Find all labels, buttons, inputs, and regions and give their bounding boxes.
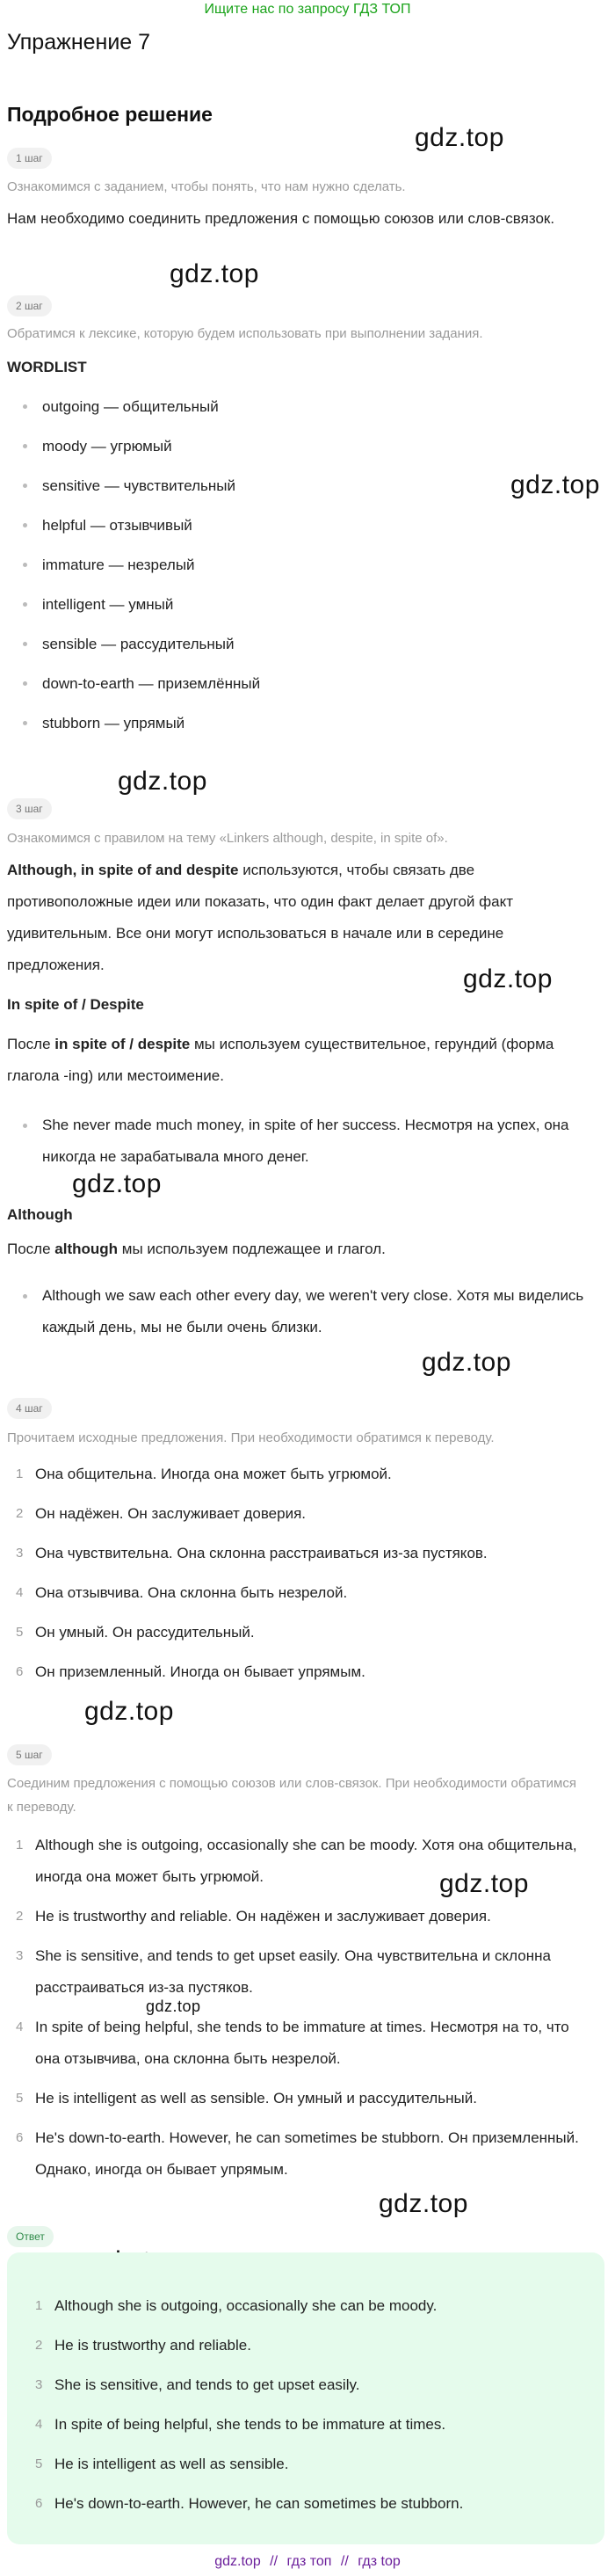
list-item: sensitive — чувствительный — [7, 466, 260, 506]
bullet-icon — [23, 721, 27, 725]
list-item: 1 Она общительна. Иногда она может быть угрюмой. — [16, 1466, 392, 1482]
list-item: intelligent — умный — [7, 585, 260, 624]
list-item: 3 She is sensitive, and tends to get upset easily. — [35, 2376, 360, 2393]
combined-sentences — [7, 1830, 596, 2186]
example-in-spite-of: She never made much money, in spite of her success. Несмотря на успех, она никогда не зарабатывала много денег. — [7, 1110, 596, 1173]
list-item: 3 Она чувствительна. Она склонна расстраиваться из-за пустяков. — [16, 1545, 488, 1561]
list-item: outgoing — общительный — [7, 387, 260, 426]
answer-badge: Ответ — [7, 2226, 54, 2247]
watermark: gdz.top — [72, 1169, 162, 1198]
list-item: 4 Она отзывчива. Она склонна быть незрелой. — [16, 1584, 348, 1601]
list-item: moody — угрюмый — [7, 426, 260, 466]
step-4-hint: Прочитаем исходные предложения. При необходимости обратимся к переводу. — [7, 1430, 495, 1445]
bullet-icon — [23, 523, 27, 528]
bullet-icon — [23, 404, 27, 409]
footer-link-gdz-top-ru[interactable]: гдз топ — [286, 2554, 332, 2569]
rule-although-text: После although мы используем подлежащее и глагол. — [7, 1241, 386, 1257]
watermark: gdz.top — [463, 964, 553, 993]
step-badge-2: 2 шаг — [7, 295, 52, 317]
list-item: 3 She is sensitive, and tends to get upset easily. Она чувствительна и склонна расстраиваться из-за пустяков. — [16, 1947, 551, 1996]
watermark: gdz.top — [422, 1348, 511, 1377]
watermark: gdz.top — [379, 2189, 468, 2218]
footer-links — [0, 2550, 615, 2574]
list-item: 1 Although she is outgoing, occasionally she can be moody. — [35, 2297, 438, 2314]
bullet-icon — [23, 444, 27, 448]
bullet-icon — [23, 642, 27, 646]
watermark: gdz.top — [510, 470, 600, 499]
list-item: immature — незрелый — [7, 545, 260, 585]
list-item: 5 He is intelligent as well as sensible. Он умный и рассудительный. — [16, 2090, 477, 2107]
wordlist — [7, 387, 260, 743]
rule-intro: Although, in spite of and despite используются, чтобы связать две противоположные идеи или показать, что один факт делает другой факт удивительным. Все они могут использоваться в начале или в середине предложения. — [7, 862, 513, 973]
list-item: sensible — рассудительный — [7, 624, 260, 664]
list-item: helpful — отзывчивый — [7, 506, 260, 545]
watermark: gdz.top — [170, 259, 259, 288]
step-2-hint: Обратимся к лексике, которую будем использовать при выполнении задания. — [7, 326, 483, 341]
step-1-text: Нам необходимо соединить предложения с помощью союзов или слов-связок. — [7, 210, 555, 227]
step-badge-3: 3 шаг — [7, 798, 52, 819]
step-badge-4: 4 шаг — [7, 1398, 52, 1419]
bullet-icon — [23, 602, 27, 607]
page-title: Упражнение 7 — [7, 30, 151, 55]
list-item: 2 He is trustworthy and reliable. Он надёжен и заслуживает доверия. — [16, 1908, 491, 1925]
list-item: 1 Although she is outgoing, occasionally she can be moody. Хотя она общительна, иногда она может быть угрюмой. — [16, 1837, 577, 1885]
list-item: 6 He's down-to-earth. However, he can sometimes be stubborn. Он приземленный. Однако, иногда он бывает упрямым. — [16, 2129, 579, 2178]
list-item: 5 Он умный. Он рассудительный. — [16, 1624, 255, 1641]
step-badge-1: 1 шаг — [7, 148, 52, 169]
source-sentences — [7, 1459, 604, 1688]
footer-separator: // — [340, 2554, 349, 2569]
watermark: gdz.top — [118, 767, 207, 796]
list-item: 4 In spite of being helpful, she tends to be immature at times. — [35, 2416, 446, 2433]
bullet-icon — [23, 1294, 27, 1299]
list-item: stubborn — упрямый — [7, 703, 260, 743]
watermark: gdz.top — [415, 123, 504, 152]
step-5-hint: Соединим предложения с помощью союзов или слов-связок. При необходимости обратимся к переводу. — [7, 1776, 576, 1815]
footer-link-gdz-top-mixed[interactable]: гдз top — [358, 2554, 401, 2569]
footer-link-gdz-top[interactable]: gdz.top — [214, 2554, 261, 2569]
top-banner[interactable]: Ищите нас по запросу ГДЗ ТОП — [204, 2, 411, 17]
list-item: 4 In spite of being helpful, she tends to be immature at times. Несмотря на то, что она отзывчива, она склонна быть незрелой. — [16, 2019, 569, 2067]
bullet-icon — [23, 681, 27, 686]
step-3-hint: Ознакомимся с правилом на тему «Linkers although, despite, in spite of». — [7, 831, 448, 846]
answer-list — [26, 2290, 589, 2528]
footer-separator: // — [270, 2554, 279, 2569]
step-badge-5: 5 шаг — [7, 1744, 52, 1765]
list-item: down-to-earth — приземлённый — [7, 664, 260, 703]
list-item: 5 He is intelligent as well as sensible. — [35, 2456, 289, 2472]
bullet-icon — [23, 1124, 27, 1128]
wordlist-heading: WORDLIST — [7, 359, 87, 375]
watermark: gdz.top — [84, 1697, 174, 1726]
rule-heading-in-spite-of: In spite of / Despite — [7, 996, 144, 1013]
list-item: 2 Он надёжен. Он заслуживает доверия. — [16, 1505, 307, 1522]
watermark: gdz.top — [146, 1997, 201, 2015]
example-although: Although we saw each other every day, we weren't very close. Хотя мы виделись каждый день, мы не были очень близки. — [7, 1280, 596, 1343]
list-item: 6 He's down-to-earth. However, he can sometimes be stubborn. — [35, 2495, 464, 2512]
bullet-icon — [23, 563, 27, 567]
rule-heading-although: Although — [7, 1206, 73, 1223]
watermark: gdz.top — [439, 1869, 529, 1898]
bullet-icon — [23, 484, 27, 488]
step-1-hint: Ознакомимся с заданием, чтобы понять, что нам нужно сделать. — [7, 179, 406, 194]
list-item: 6 Он приземленный. Иногда он бывает упрямым. — [16, 1663, 365, 1680]
list-item: 2 He is trustworthy and reliable. — [35, 2337, 251, 2354]
rule-in-spite-of-text: После in spite of / despite мы используем существительное, герундий (форма глагола -ing) или местоимение. — [7, 1036, 554, 1084]
section-title: Подробное решение — [7, 103, 213, 126]
